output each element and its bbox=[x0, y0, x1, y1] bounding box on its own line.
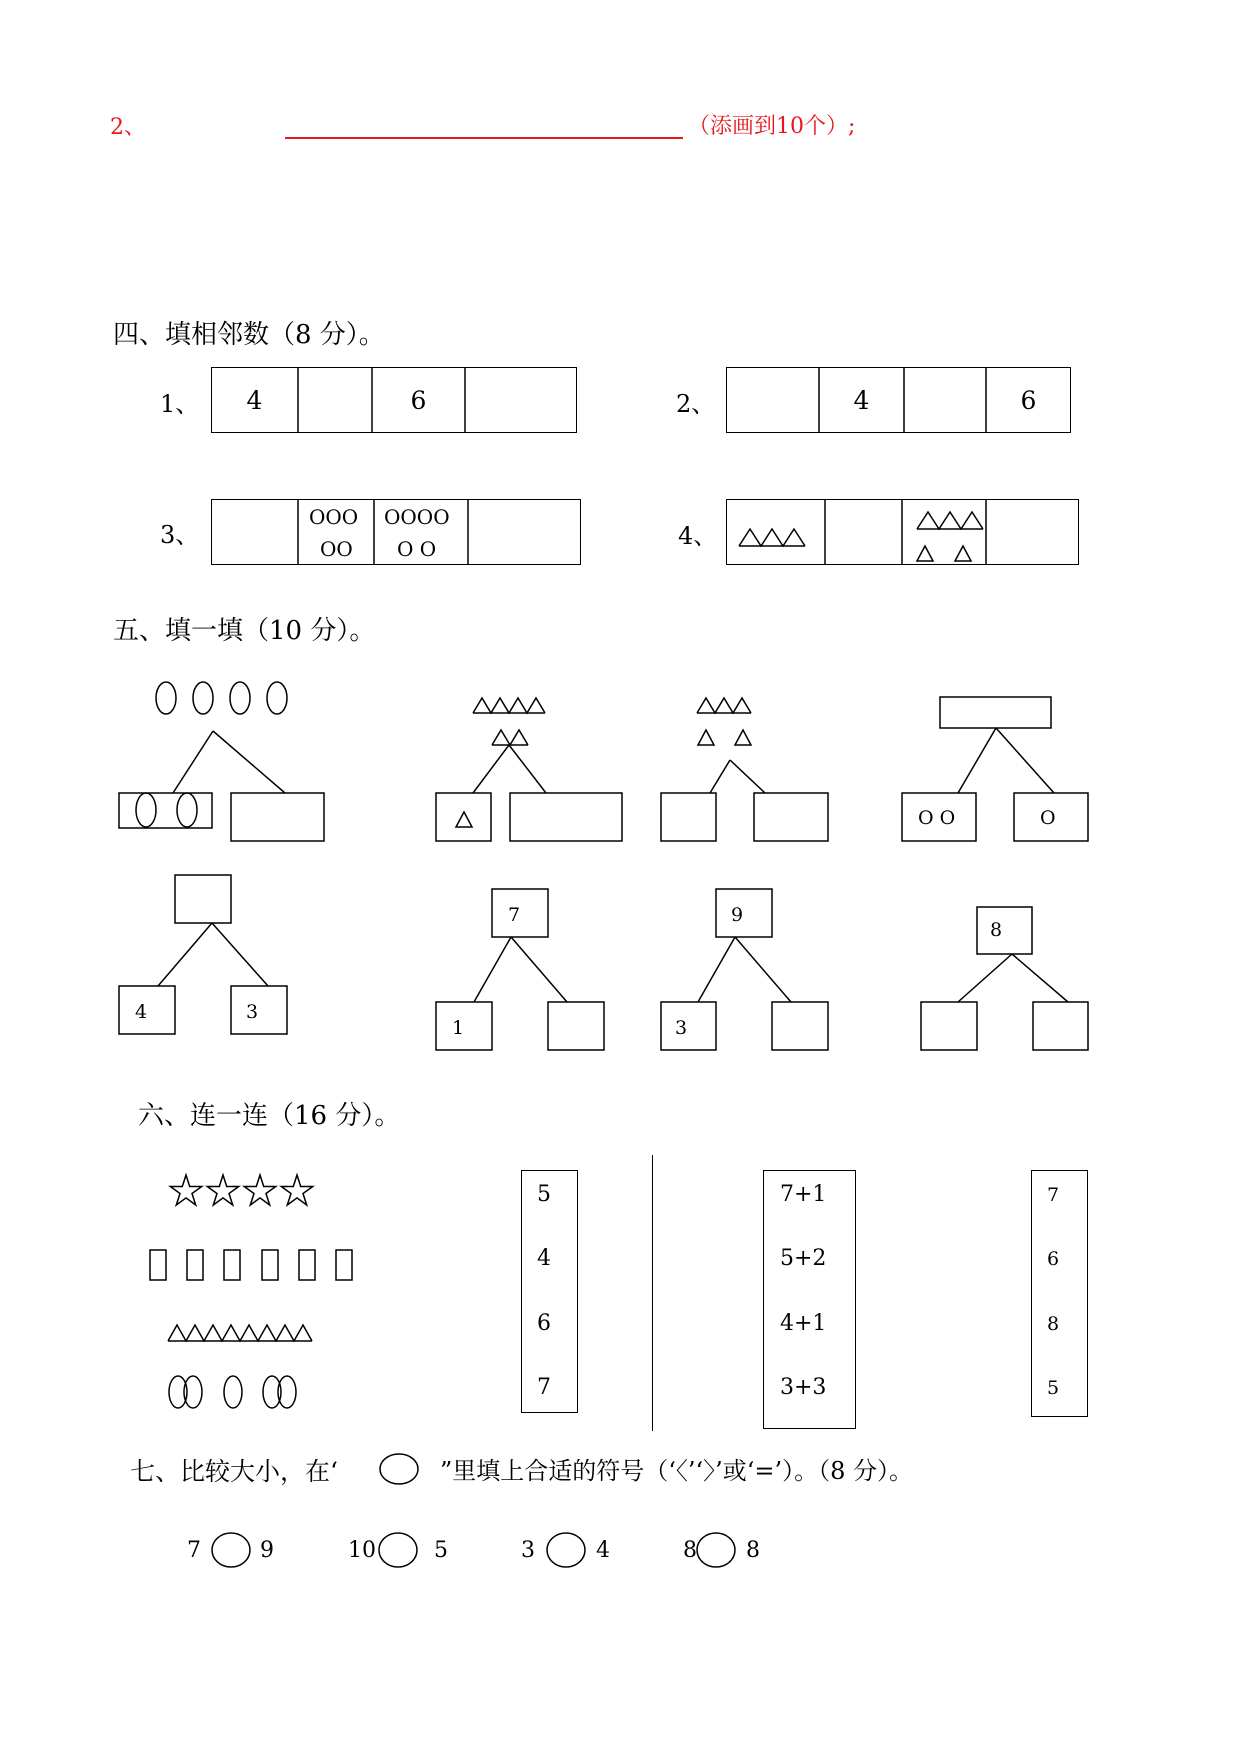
sec5-tree-8 bbox=[921, 907, 1088, 1050]
sec6-rectangles-icon bbox=[150, 1250, 352, 1280]
sec5-t7-top-number: 9 bbox=[731, 904, 744, 926]
sec5-t5-left-number: 4 bbox=[135, 1001, 148, 1023]
sec7-pair-3-right: 4 bbox=[596, 1538, 610, 1563]
sec7-oval-3 bbox=[547, 1533, 585, 1567]
q2-number: 2、 bbox=[110, 115, 146, 140]
sec7-title-start: 七、比较大小，在‘ bbox=[130, 1457, 338, 1486]
sec7-pair-2-right: 5 bbox=[434, 1538, 448, 1563]
sec5-t6-top-number: 7 bbox=[508, 904, 521, 926]
sec5-t5-right-number: 3 bbox=[246, 1001, 259, 1023]
sec7-pair-4-left: 8 bbox=[683, 1538, 697, 1563]
sec7-oval-4 bbox=[697, 1533, 735, 1567]
sec5-t7-left-number: 3 bbox=[675, 1017, 688, 1039]
sec5-t4-right-circle: O bbox=[1040, 807, 1056, 829]
sec7-pair-2-left: 10 bbox=[348, 1538, 376, 1563]
sec6-col3-item-2: 6 bbox=[1047, 1248, 1060, 1270]
sec7-pair-3-left: 3 bbox=[521, 1538, 535, 1563]
sec5-title: 五、填一填（10 分）。 bbox=[113, 616, 376, 646]
sec4-p4-label: 4、 bbox=[678, 522, 718, 550]
sec6-col1-item-2: 4 bbox=[537, 1246, 551, 1271]
sec6-col3-item-3: 8 bbox=[1047, 1313, 1060, 1335]
sec7-oval-1 bbox=[212, 1533, 250, 1567]
sec6-col2-item-3: 4+1 bbox=[780, 1311, 827, 1336]
sec5-tree-7 bbox=[661, 889, 828, 1050]
sec7-oval-2 bbox=[379, 1533, 417, 1567]
sec6-col3-item-4: 5 bbox=[1047, 1377, 1060, 1399]
sec6-col2-item-1: 7+1 bbox=[780, 1182, 827, 1207]
sec7-pair-4-right: 8 bbox=[746, 1538, 760, 1563]
sec4-p4-triangle-icons bbox=[739, 512, 983, 561]
sec6-title: 六、连一连（16 分）。 bbox=[138, 1101, 401, 1131]
sec6-col1-item-4: 7 bbox=[537, 1375, 551, 1400]
sec7-pair-1-right: 9 bbox=[260, 1538, 274, 1563]
sec6-col3-item-1: 7 bbox=[1047, 1184, 1060, 1206]
sec5-t6-left-number: 1 bbox=[452, 1017, 465, 1039]
sec6-stars-icon bbox=[170, 1175, 312, 1205]
sec5-tree-6 bbox=[436, 889, 604, 1050]
sec4-p2-cell-2: 4 bbox=[853, 385, 870, 415]
sec6-col2-item-2: 5+2 bbox=[780, 1246, 827, 1271]
q2-hint: （添画到10个）; bbox=[688, 114, 856, 139]
sec7-pair-1-left: 7 bbox=[187, 1538, 201, 1563]
sec5-tree-3 bbox=[661, 698, 828, 841]
sec6-col2-item-4: 3+3 bbox=[780, 1375, 827, 1400]
sec4-p2-label: 2、 bbox=[676, 390, 716, 418]
sec7-title-end: ”里填上合适的符号（‘〈’‘〉’或‘=’）。（8 分）。 bbox=[440, 1457, 914, 1485]
sec5-t4-left-circles: O O bbox=[918, 807, 956, 829]
sec4-dividers bbox=[298, 367, 986, 565]
sec7-title-oval bbox=[380, 1454, 418, 1484]
sec4-p3-label: 3、 bbox=[160, 521, 200, 549]
sec6-triangles-icon bbox=[168, 1325, 312, 1341]
sec4-p1-cell-3: 6 bbox=[410, 385, 427, 415]
sec4-p1-cell-1: 4 bbox=[246, 385, 263, 415]
sec4-p3-circles-b2: O O bbox=[397, 537, 437, 561]
sec6-ovals-icon bbox=[169, 1376, 296, 1408]
sec5-tree-5 bbox=[119, 875, 287, 1034]
sec5-tree-1 bbox=[119, 682, 324, 841]
sec5-tree-2 bbox=[436, 698, 622, 841]
sec4-p1-label: 1、 bbox=[160, 390, 200, 418]
sec4-title: 四、填相邻数（8 分）。 bbox=[113, 320, 385, 350]
sec4-p2-cell-4: 6 bbox=[1020, 385, 1037, 415]
sec6-col1-item-1: 5 bbox=[537, 1182, 551, 1207]
sec4-p3-circles-a1: OOO bbox=[309, 505, 359, 529]
sec4-p3-circles-a2: OO bbox=[320, 537, 353, 561]
sec4-p3-circles-b1: OOOO bbox=[384, 505, 450, 529]
sec6-col1-item-3: 6 bbox=[537, 1311, 551, 1336]
sec5-tree-4 bbox=[902, 697, 1088, 841]
sec5-t8-top-number: 8 bbox=[990, 919, 1003, 941]
